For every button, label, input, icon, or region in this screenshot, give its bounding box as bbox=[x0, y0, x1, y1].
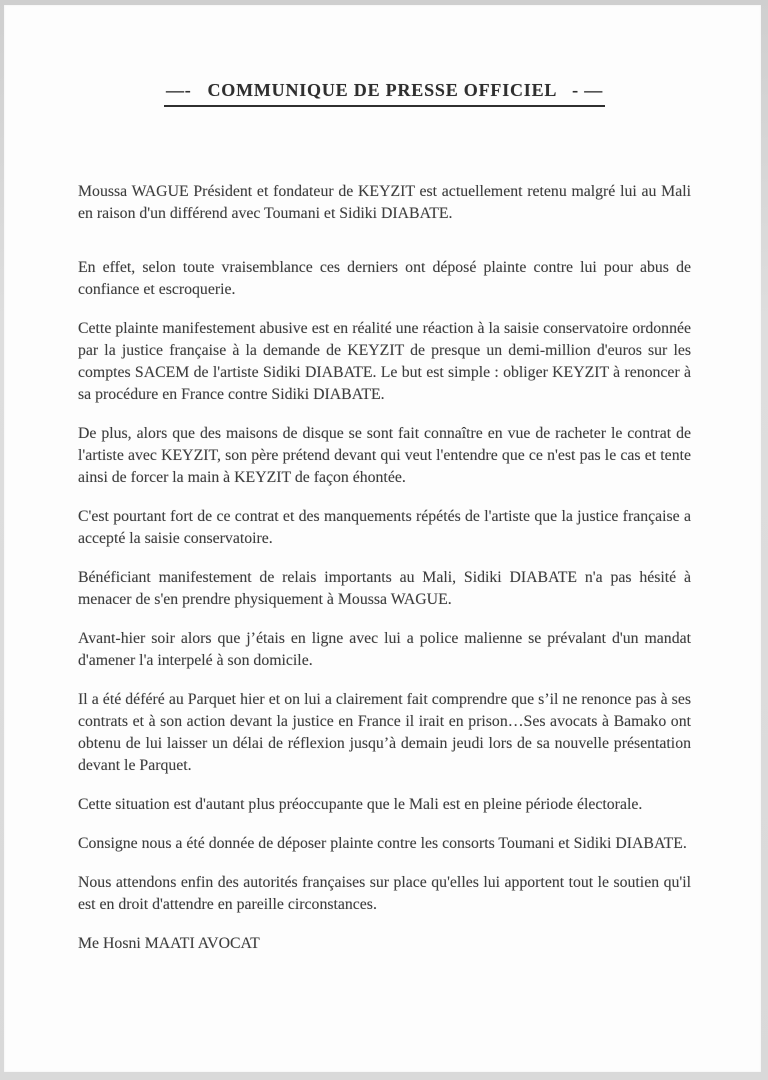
press-release-page bbox=[4, 5, 761, 1072]
paragraph-intro: Moussa WAGUE Président et fondateur de KEYZIT est actuellement retenu malgré lui au Mali en raison d'un différend avec Toumani et Sidiki DIABATE. bbox=[78, 183, 691, 222]
page-content bbox=[4, 77, 761, 955]
title-row bbox=[78, 77, 691, 107]
signature-line: Me Hosni MAATI AVOCAT bbox=[78, 935, 260, 952]
paragraph-periode-electorale: Cette situation est d'autant plus préoccupante que le Mali est en pleine période électorale. bbox=[78, 796, 643, 813]
paragraph-complaint: En effet, selon toute vraisemblance ces derniers ont déposé plainte contre lui pour abus de confiance et escroquerie. bbox=[78, 259, 691, 298]
paragraph-maisons-de-disque: De plus, alors que des maisons de disque se sont fait connaître en vue de racheter le contrat de l'artiste avec KEYZIT, son père prétend devant qui veut l'entendre que ce n'est pas le cas et tente ainsi de forcer la main à KEYZIT de façon éhontée. bbox=[78, 425, 691, 486]
paragraph-consigne: Consigne nous a été donnée de déposer plainte contre les consorts Toumani et Sidiki DIABATE. bbox=[78, 835, 687, 852]
paragraph-interpellation: Avant-hier soir alors que j’étais en ligne avec lui a police malienne se prévalant d'un mandat d'amener l'a interpelé à son domicile. bbox=[78, 630, 691, 669]
document-title: —- COMMUNIQUE DE PRESSE OFFICIEL - — bbox=[164, 77, 605, 107]
paragraph-parquet: Il a été déféré au Parquet hier et on lui a clairement fait comprendre que s’il ne renonce pas à ses contrats et à son action devant la justice en France il irait en prison…Ses avocats à Bamako ont obtenu de lui laisser un délai de réflexion jusqu’à demain jeudi lors de sa nouvelle présentation devant le Parquet. bbox=[78, 691, 691, 774]
paragraph-menaces: Bénéficiant manifestement de relais importants au Mali, Sidiki DIABATE n'a pas hésité à menacer de s'en prendre physiquement à Moussa WAGUE. bbox=[78, 569, 691, 608]
paragraph-contrat: C'est pourtant fort de ce contrat et des manquements répétés de l'artiste que la justice française a accepté la saisie conservatoire. bbox=[78, 508, 691, 547]
paragraph-saisie-conservatoire: Cette plainte manifestement abusive est en réalité une réaction à la saisie conservatoire ordonnée par la justice française à la demande de KEYZIT de presque un demi-million d'euros sur les comptes SACEM de l'artiste Sidiki DIABATE. Le but est simple : obliger KEYZIT à renoncer à sa procédure en France contre Sidiki DIABATE. bbox=[78, 320, 691, 403]
document-body bbox=[78, 181, 691, 955]
paragraph-autorites: Nous attendons enfin des autorités françaises sur place qu'elles lui apportent tout le soutien qu'il est en droit d'attendre en pareille circonstances. bbox=[78, 874, 691, 913]
